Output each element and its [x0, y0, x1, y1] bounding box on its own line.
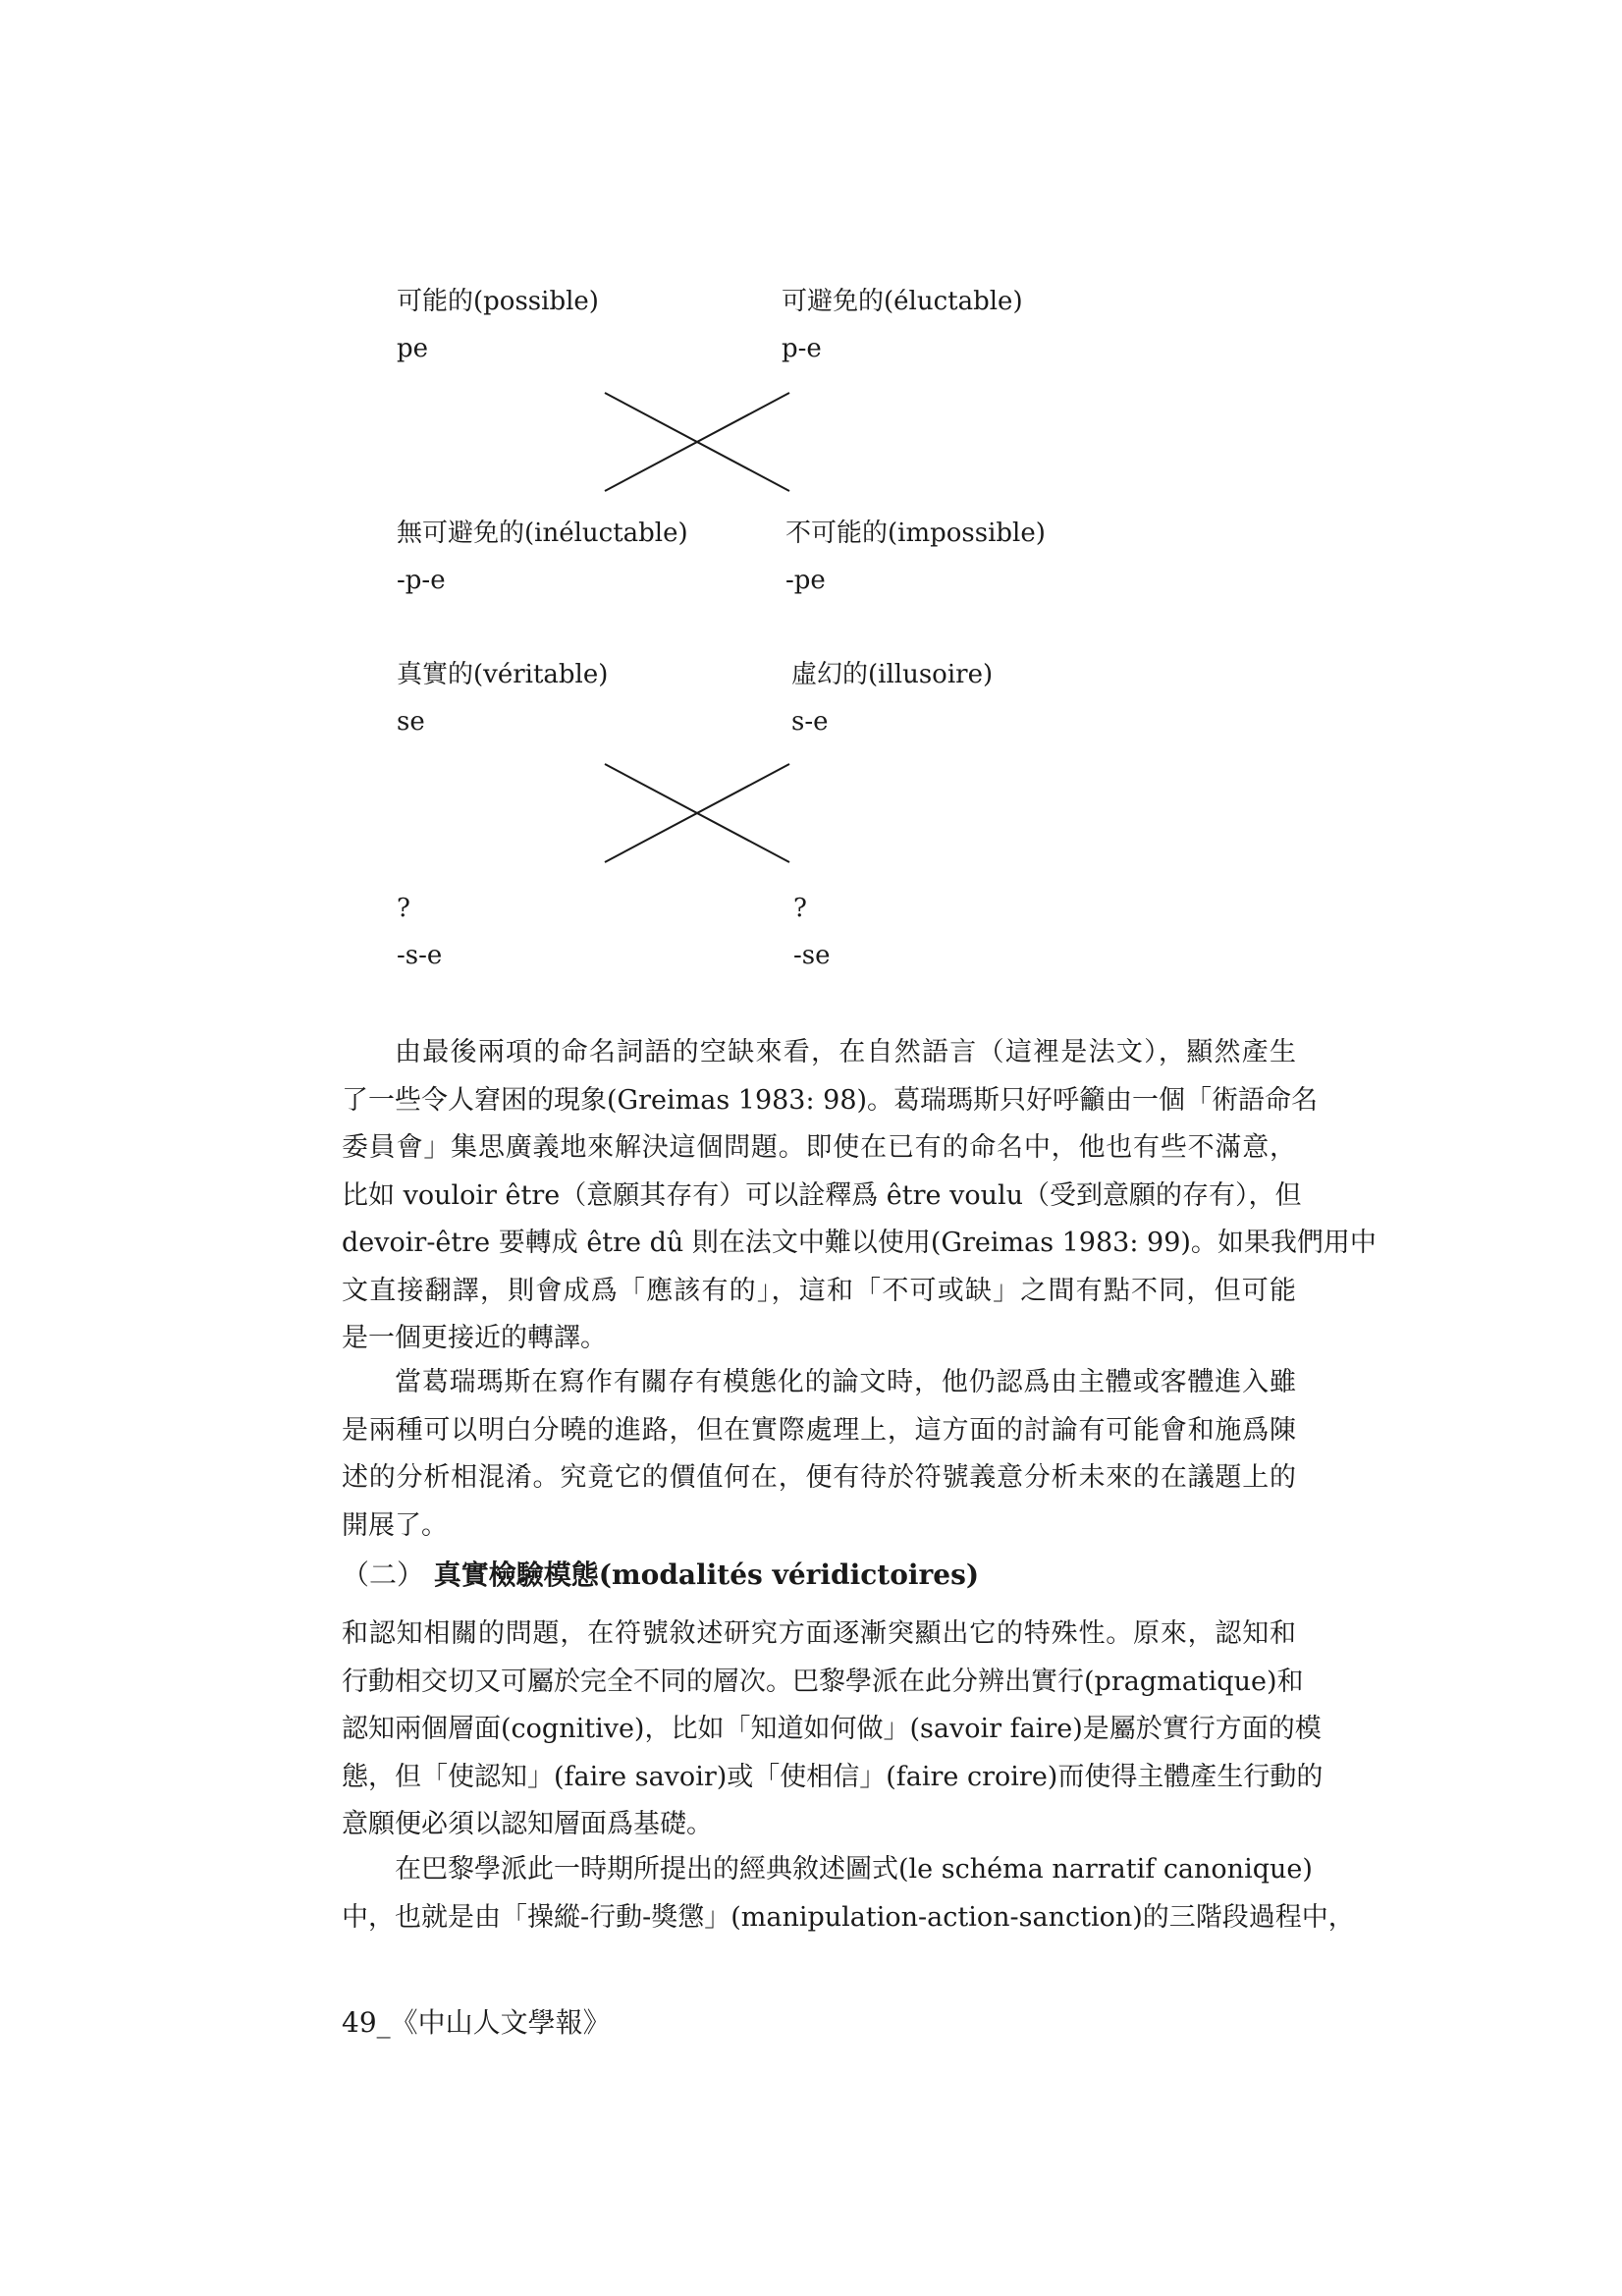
diagram2-cross: [603, 760, 791, 866]
section-heading: [342, 1556, 979, 1595]
paragraph-line: 了一些令人窘困的現象(Greimas 1983: 98)。葛瑞瑪斯只好呼籲由一個「術語命名: [342, 1084, 1319, 1116]
paragraph-line: 述的分析相混淆。究竟它的價值何在，便有待於符號義意分析未來的在議題上的: [342, 1462, 1296, 1493]
diagram1-cross: [603, 389, 791, 495]
paragraph-line: 在巴黎學派此一時期所提出的經典敘述圖式(le schéma narratif canonique): [395, 1854, 1313, 1885]
diagram1-top-left-label: 可能的(possible): [397, 287, 599, 316]
paragraph-line: 行動相交切又可屬於完全不同的層次。巴黎學派在此分辨出實行(pragmatique)和: [342, 1666, 1304, 1697]
section-number: （二）: [342, 1558, 425, 1591]
paragraph-line: devoir-être 要轉成 être dû 則在法文中難以使用(Greimas 1983: 99)。如果我們用中: [342, 1228, 1377, 1258]
paragraph-line: 意願便必須以認知層面爲基礎。: [342, 1809, 713, 1839]
diagram2-top-left-label: 真實的(véritable): [397, 660, 609, 689]
diagram2-top-right-label: 虛幻的(illusoire): [791, 660, 994, 689]
diagram1-top-left-code: pe: [397, 334, 429, 363]
paragraph-line: 和認知相關的問題，在符號敘述研究方面逐漸突顯出它的特殊性。原來，認知和: [342, 1618, 1296, 1649]
paragraph-line: 委員會」集思廣義地來解決這個問題。即使在已有的命名中，他也有些不滿意，: [342, 1132, 1296, 1163]
paragraph-line: 是一個更接近的轉譯。: [342, 1323, 607, 1353]
paragraph-line: 比如 vouloir être（意願其存有）可以詮釋爲 être voulu（受到意願的存有），但: [342, 1179, 1302, 1211]
paragraph-existence-modalization: [342, 1359, 1296, 1550]
page-footer: 49_《中山人文學報》: [342, 2006, 611, 2039]
paragraph-line: 是兩種可以明白分曉的進路，但在實際處理上，這方面的討論有可能會和施爲陳: [342, 1414, 1296, 1446]
diagram2-top-left-code: se: [397, 707, 425, 737]
paragraph-cognition: [342, 1611, 1324, 1849]
paragraph-line: 當葛瑞瑪斯在寫作有關存有模態化的論文時，他仍認爲由主體或客體進入雖: [395, 1367, 1296, 1397]
diagram2-bottom-left-code: -s-e: [397, 941, 443, 970]
paragraph-naming-gaps: [342, 1029, 1377, 1363]
diagram1-bottom-left-code: -p-e: [397, 566, 446, 595]
paragraph-line: 態，但「使認知」(faire savoir)或「使相信」(faire croire)而使得主體產生行動的: [342, 1761, 1324, 1792]
diagram1-top-right-label: 可避免的(éluctable): [782, 287, 1023, 316]
diagram1-bottom-right-label: 不可能的(impossible): [785, 519, 1046, 548]
diagram2-top-right-code: s-e: [791, 707, 829, 737]
paragraph-canonical-schema: [342, 1846, 1355, 1941]
diagram1-top-right-code: p-e: [782, 334, 822, 363]
paragraph-line: 認知兩個層面(cognitive)，比如「知道如何做」(savoir faire)是屬於實行方面的模: [342, 1714, 1322, 1744]
diagram1-bottom-right-code: -pe: [785, 566, 826, 595]
paragraph-line: 開展了。: [342, 1509, 448, 1541]
paragraph-line: 文直接翻譯，則會成爲「應該有的」，這和「不可或缺」之間有點不同，但可能: [342, 1275, 1296, 1306]
paragraph-line: 由最後兩項的命名詞語的空缺來看，在自然語言（這裡是法文），顯然產生: [395, 1037, 1296, 1067]
diagram2-bottom-left-label: ?: [397, 894, 410, 923]
diagram2-bottom-right-label: ?: [793, 894, 807, 923]
diagram2-bottom-right-code: -se: [793, 941, 831, 970]
section-title: 真實檢驗模態(modalités véridictoires): [433, 1558, 980, 1591]
diagram1-bottom-left-label: 無可避免的(inéluctable): [397, 519, 688, 548]
paragraph-line: 中，也就是由「操縱-行動-獎懲」(manipulation-action-sanction)的三階段過程中，: [342, 1901, 1355, 1933]
